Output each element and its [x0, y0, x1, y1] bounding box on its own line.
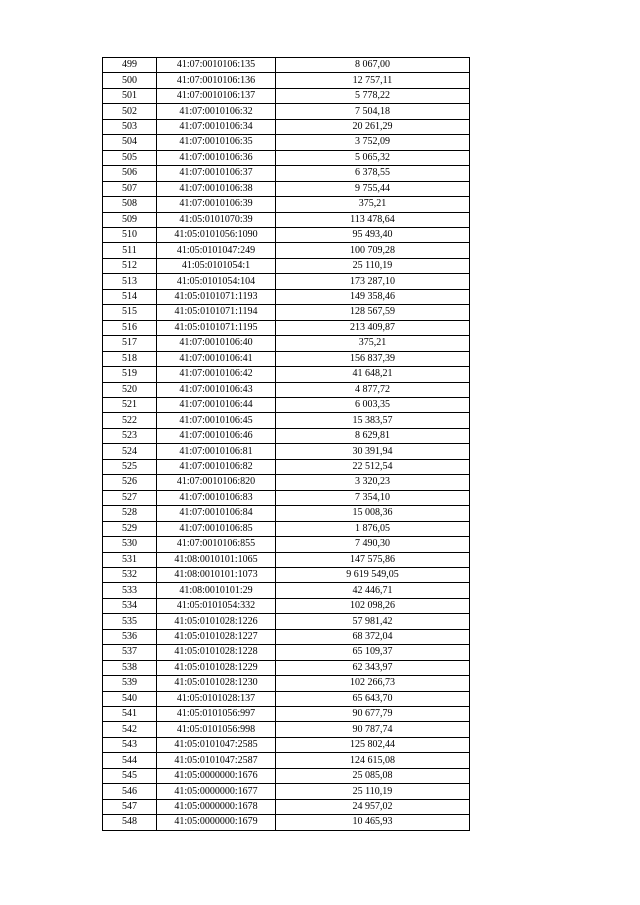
- cadastral-number-cell: 41:05:0101054:332: [157, 598, 276, 613]
- value-cell: 5 778,22: [276, 88, 470, 103]
- cadastral-number-cell: 41:05:0101047:2585: [157, 737, 276, 752]
- value-cell: 25 085,08: [276, 768, 470, 783]
- cadastral-number-cell: 41:05:0101028:1226: [157, 614, 276, 629]
- row-number-cell: 521: [103, 397, 157, 412]
- value-cell: 113 478,64: [276, 212, 470, 227]
- table-row: [103, 150, 470, 165]
- value-cell: 213 409,87: [276, 320, 470, 335]
- value-cell: 22 512,54: [276, 459, 470, 474]
- value-cell: 102 266,73: [276, 676, 470, 691]
- table-row: [103, 181, 470, 196]
- row-number-cell: 538: [103, 660, 157, 675]
- table-row: [103, 475, 470, 490]
- table-row: [103, 305, 470, 320]
- cadastral-number-cell: 41:05:0000000:1677: [157, 784, 276, 799]
- value-cell: 9 755,44: [276, 181, 470, 196]
- cadastral-number-cell: 41:08:0010101:29: [157, 583, 276, 598]
- cadastral-number-cell: 41:08:0010101:1065: [157, 552, 276, 567]
- row-number-cell: 528: [103, 506, 157, 521]
- table-row: [103, 73, 470, 88]
- cadastral-number-cell: 41:05:0101071:1195: [157, 320, 276, 335]
- table-row: [103, 490, 470, 505]
- table-row: [103, 753, 470, 768]
- value-cell: 57 981,42: [276, 614, 470, 629]
- value-cell: 90 677,79: [276, 707, 470, 722]
- table-row: [103, 104, 470, 119]
- table-row: [103, 506, 470, 521]
- value-cell: 3 320,23: [276, 475, 470, 490]
- table-row: [103, 444, 470, 459]
- cadastral-number-cell: 41:05:0000000:1679: [157, 815, 276, 830]
- value-cell: 4 877,72: [276, 382, 470, 397]
- cadastral-number-cell: 41:07:0010106:39: [157, 197, 276, 212]
- table-row: [103, 645, 470, 660]
- row-number-cell: 548: [103, 815, 157, 830]
- table-row: [103, 614, 470, 629]
- table-row: [103, 676, 470, 691]
- row-number-cell: 510: [103, 227, 157, 242]
- row-number-cell: 522: [103, 413, 157, 428]
- value-cell: 8 629,81: [276, 428, 470, 443]
- cadastral-number-cell: 41:07:0010106:32: [157, 104, 276, 119]
- table-row: [103, 212, 470, 227]
- cadastral-number-cell: 41:07:0010106:137: [157, 88, 276, 103]
- value-cell: 24 957,02: [276, 799, 470, 814]
- table-row: [103, 707, 470, 722]
- cadastral-number-cell: 41:07:0010106:45: [157, 413, 276, 428]
- row-number-cell: 500: [103, 73, 157, 88]
- cadastral-number-cell: 41:07:0010106:37: [157, 166, 276, 181]
- cadastral-number-cell: 41:07:0010106:34: [157, 119, 276, 134]
- row-number-cell: 513: [103, 274, 157, 289]
- table-row: [103, 768, 470, 783]
- cadastral-number-cell: 41:07:0010106:82: [157, 459, 276, 474]
- value-cell: 1 876,05: [276, 521, 470, 536]
- row-number-cell: 505: [103, 150, 157, 165]
- cadastral-number-cell: 41:07:0010106:135: [157, 58, 276, 73]
- row-number-cell: 516: [103, 320, 157, 335]
- table-row: [103, 243, 470, 258]
- cadastral-number-cell: 41:05:0101047:249: [157, 243, 276, 258]
- row-number-cell: 530: [103, 537, 157, 552]
- cadastral-number-cell: 41:05:0101071:1194: [157, 305, 276, 320]
- table-row: [103, 197, 470, 212]
- value-cell: 8 067,00: [276, 58, 470, 73]
- value-cell: 375,21: [276, 336, 470, 351]
- cadastral-number-cell: 41:08:0010101:1073: [157, 567, 276, 582]
- value-cell: 68 372,04: [276, 629, 470, 644]
- row-number-cell: 526: [103, 475, 157, 490]
- value-cell: 20 261,29: [276, 119, 470, 134]
- cadastral-number-cell: 41:07:0010106:855: [157, 537, 276, 552]
- cadastral-number-cell: 41:05:0101071:1193: [157, 289, 276, 304]
- table-row: [103, 135, 470, 150]
- value-cell: 42 446,71: [276, 583, 470, 598]
- cadastral-number-cell: 41:07:0010106:44: [157, 397, 276, 412]
- cadastral-number-cell: 41:05:0101070:39: [157, 212, 276, 227]
- value-cell: 6 003,35: [276, 397, 470, 412]
- cadastral-number-cell: 41:07:0010106:820: [157, 475, 276, 490]
- row-number-cell: 501: [103, 88, 157, 103]
- table-row: [103, 691, 470, 706]
- cadastral-number-cell: 41:07:0010106:46: [157, 428, 276, 443]
- table-row: [103, 119, 470, 134]
- row-number-cell: 546: [103, 784, 157, 799]
- table-row: [103, 258, 470, 273]
- cadastral-number-cell: 41:07:0010106:36: [157, 150, 276, 165]
- value-cell: 128 567,59: [276, 305, 470, 320]
- row-number-cell: 519: [103, 367, 157, 382]
- cadastral-number-cell: 41:07:0010106:41: [157, 351, 276, 366]
- table-row: [103, 737, 470, 752]
- value-cell: 30 391,94: [276, 444, 470, 459]
- row-number-cell: 518: [103, 351, 157, 366]
- table-row: [103, 537, 470, 552]
- row-number-cell: 534: [103, 598, 157, 613]
- table-row: [103, 459, 470, 474]
- value-cell: 125 802,44: [276, 737, 470, 752]
- row-number-cell: 523: [103, 428, 157, 443]
- value-cell: 65 643,70: [276, 691, 470, 706]
- row-number-cell: 511: [103, 243, 157, 258]
- table-row: [103, 660, 470, 675]
- row-number-cell: 529: [103, 521, 157, 536]
- table-row: [103, 397, 470, 412]
- value-cell: 6 378,55: [276, 166, 470, 181]
- value-cell: 90 787,74: [276, 722, 470, 737]
- table-row: [103, 289, 470, 304]
- table-row: [103, 274, 470, 289]
- table-row: [103, 58, 470, 73]
- cadastral-number-cell: 41:05:0101047:2587: [157, 753, 276, 768]
- value-cell: 7 504,18: [276, 104, 470, 119]
- row-number-cell: 524: [103, 444, 157, 459]
- row-number-cell: 531: [103, 552, 157, 567]
- row-number-cell: 514: [103, 289, 157, 304]
- row-number-cell: 536: [103, 629, 157, 644]
- cadastral-number-cell: 41:07:0010106:38: [157, 181, 276, 196]
- row-number-cell: 502: [103, 104, 157, 119]
- row-number-cell: 517: [103, 336, 157, 351]
- cadastral-number-cell: 41:05:0101028:1229: [157, 660, 276, 675]
- row-number-cell: 504: [103, 135, 157, 150]
- cadastral-number-cell: 41:05:0101028:1227: [157, 629, 276, 644]
- row-number-cell: 532: [103, 567, 157, 582]
- cadastral-number-cell: 41:07:0010106:136: [157, 73, 276, 88]
- value-cell: 15 008,36: [276, 506, 470, 521]
- table-row: [103, 336, 470, 351]
- row-number-cell: 543: [103, 737, 157, 752]
- row-number-cell: 544: [103, 753, 157, 768]
- value-cell: 7 490,30: [276, 537, 470, 552]
- table-row: [103, 351, 470, 366]
- row-number-cell: 509: [103, 212, 157, 227]
- row-number-cell: 541: [103, 707, 157, 722]
- cadastral-value-table: [102, 57, 470, 831]
- table-row: [103, 413, 470, 428]
- row-number-cell: 540: [103, 691, 157, 706]
- cadastral-number-cell: 41:07:0010106:85: [157, 521, 276, 536]
- table-row: [103, 521, 470, 536]
- value-cell: 173 287,10: [276, 274, 470, 289]
- row-number-cell: 547: [103, 799, 157, 814]
- value-cell: 7 354,10: [276, 490, 470, 505]
- table-row: [103, 784, 470, 799]
- row-number-cell: 503: [103, 119, 157, 134]
- cadastral-number-cell: 41:05:0101056:997: [157, 707, 276, 722]
- row-number-cell: 508: [103, 197, 157, 212]
- cadastral-number-cell: 41:05:0101056:1090: [157, 227, 276, 242]
- value-cell: 25 110,19: [276, 258, 470, 273]
- table-row: [103, 722, 470, 737]
- value-cell: 100 709,28: [276, 243, 470, 258]
- cadastral-number-cell: 41:07:0010106:83: [157, 490, 276, 505]
- cadastral-number-cell: 41:05:0101054:104: [157, 274, 276, 289]
- table-row: [103, 382, 470, 397]
- table-row: [103, 88, 470, 103]
- value-cell: 375,21: [276, 197, 470, 212]
- value-cell: 12 757,11: [276, 73, 470, 88]
- table-row: [103, 320, 470, 335]
- value-cell: 3 752,09: [276, 135, 470, 150]
- value-cell: 95 493,40: [276, 227, 470, 242]
- table-row: [103, 166, 470, 181]
- cadastral-number-cell: 41:07:0010106:84: [157, 506, 276, 521]
- row-number-cell: 527: [103, 490, 157, 505]
- cadastral-number-cell: 41:05:0101028:1228: [157, 645, 276, 660]
- cadastral-number-cell: 41:05:0101056:998: [157, 722, 276, 737]
- table-row: [103, 428, 470, 443]
- table-row: [103, 552, 470, 567]
- value-cell: 10 465,93: [276, 815, 470, 830]
- table-row: [103, 367, 470, 382]
- value-cell: 62 343,97: [276, 660, 470, 675]
- row-number-cell: 535: [103, 614, 157, 629]
- row-number-cell: 512: [103, 258, 157, 273]
- cadastral-number-cell: 41:05:0101028:137: [157, 691, 276, 706]
- cadastral-number-cell: 41:05:0101028:1230: [157, 676, 276, 691]
- value-cell: 149 358,46: [276, 289, 470, 304]
- value-cell: 124 615,08: [276, 753, 470, 768]
- row-number-cell: 499: [103, 58, 157, 73]
- cadastral-number-cell: 41:05:0101054:1: [157, 258, 276, 273]
- value-cell: 65 109,37: [276, 645, 470, 660]
- value-cell: 25 110,19: [276, 784, 470, 799]
- cadastral-number-cell: 41:07:0010106:43: [157, 382, 276, 397]
- table-row: [103, 799, 470, 814]
- row-number-cell: 537: [103, 645, 157, 660]
- row-number-cell: 515: [103, 305, 157, 320]
- value-cell: 5 065,32: [276, 150, 470, 165]
- cadastral-number-cell: 41:07:0010106:42: [157, 367, 276, 382]
- cadastral-number-cell: 41:07:0010106:35: [157, 135, 276, 150]
- value-cell: 15 383,57: [276, 413, 470, 428]
- table-row: [103, 567, 470, 582]
- row-number-cell: 539: [103, 676, 157, 691]
- table-row: [103, 815, 470, 830]
- value-cell: 102 098,26: [276, 598, 470, 613]
- table-row: [103, 629, 470, 644]
- value-cell: 41 648,21: [276, 367, 470, 382]
- value-cell: 156 837,39: [276, 351, 470, 366]
- cadastral-number-cell: 41:05:0000000:1678: [157, 799, 276, 814]
- table-row: [103, 227, 470, 242]
- value-cell: 147 575,86: [276, 552, 470, 567]
- table-row: [103, 598, 470, 613]
- cadastral-number-cell: 41:07:0010106:81: [157, 444, 276, 459]
- value-cell: 9 619 549,05: [276, 567, 470, 582]
- table-row: [103, 583, 470, 598]
- row-number-cell: 533: [103, 583, 157, 598]
- row-number-cell: 542: [103, 722, 157, 737]
- row-number-cell: 545: [103, 768, 157, 783]
- row-number-cell: 506: [103, 166, 157, 181]
- row-number-cell: 525: [103, 459, 157, 474]
- row-number-cell: 520: [103, 382, 157, 397]
- cadastral-number-cell: 41:05:0000000:1676: [157, 768, 276, 783]
- row-number-cell: 507: [103, 181, 157, 196]
- table-body: [103, 58, 470, 831]
- cadastral-number-cell: 41:07:0010106:40: [157, 336, 276, 351]
